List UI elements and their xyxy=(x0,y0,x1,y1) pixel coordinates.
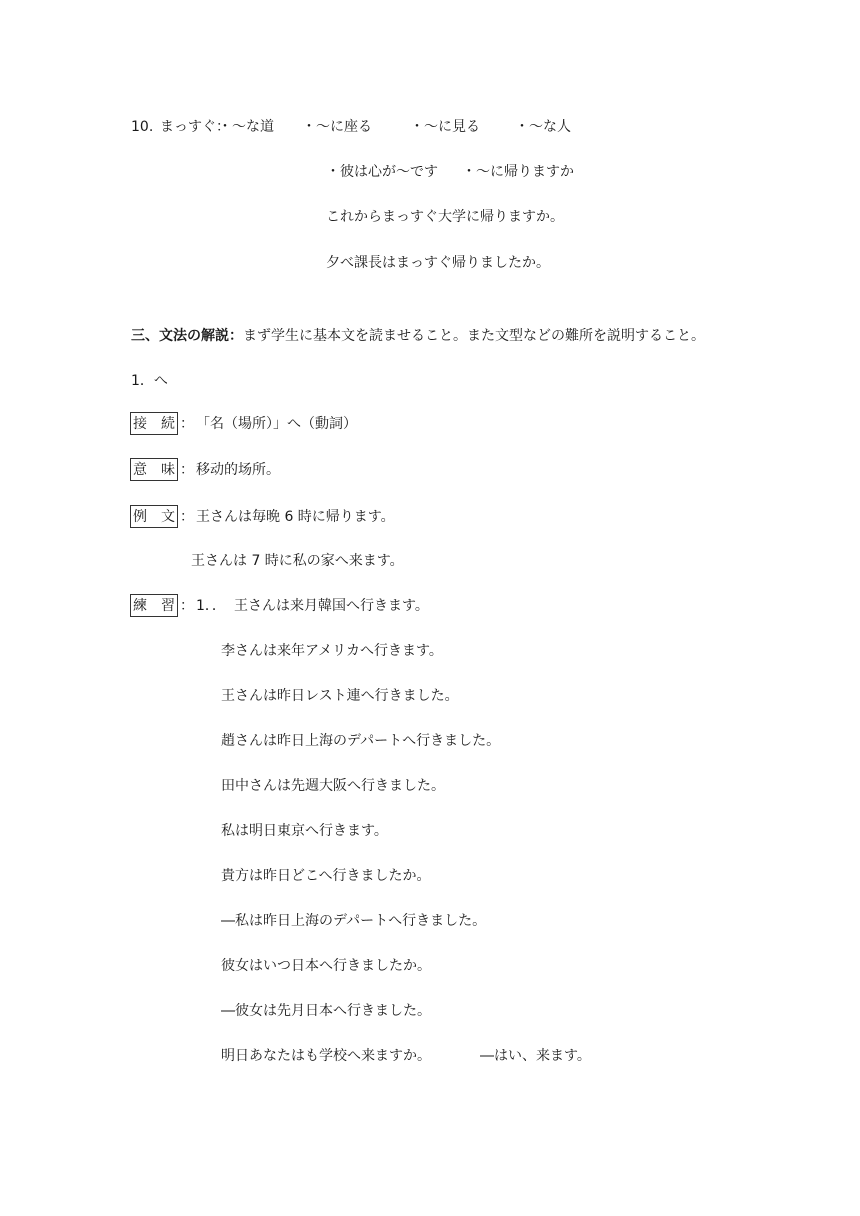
example-sentence: 王さんは 7 時に私の家へ来ます。 xyxy=(191,553,404,569)
practice-sentence: 貴方は昨日どこへ行きましたか。 xyxy=(221,868,431,884)
vocab-usage: ・～に座る xyxy=(302,119,372,135)
practice-sentence: 明日あなたはも学校へ来ますか。 xyxy=(221,1048,431,1064)
vocab-word: まっすぐ： xyxy=(160,119,230,135)
vocab-usage: ・～に見る xyxy=(410,119,480,135)
practice-sentence: ―彼女は先月日本へ行きました。 xyxy=(221,1003,431,1019)
meaning-row: 意 味 ： 移动的场所。 xyxy=(130,458,280,481)
practice-reply: ―はい、来ます。 xyxy=(480,1048,591,1064)
practice-number: 1．． xyxy=(196,598,226,614)
vocab-usage: ・～に帰りますか xyxy=(462,164,574,180)
section-instruction: まず学生に基本文を読ませること。また文型などの難所を説明すること。 xyxy=(243,328,705,344)
practice-sentence: 田中さんは先週大阪へ行きました。 xyxy=(221,778,445,794)
practice-sentence: ―私は昨日上海のデパートへ行きました。 xyxy=(221,913,487,929)
practice-sentence: 王さんは昨日レスト連へ行きました。 xyxy=(221,688,459,704)
meaning-label: 意 味 xyxy=(130,458,178,481)
example-label: 例 文 xyxy=(130,505,178,528)
vocab-number: 10. xyxy=(131,119,154,135)
connection-row: 接 続 ： 「名（場所）」へ（動詞） xyxy=(130,412,357,435)
practice-sentence: 私は明日東京へ行きます。 xyxy=(221,823,388,839)
practice-sentence: 彼女はいつ日本へ行きましたか。 xyxy=(221,958,431,974)
connection-text: 「名（場所）」へ（動詞） xyxy=(196,416,357,432)
section-title: 三、文法の解説： xyxy=(131,328,243,344)
practice-label: 練 習 xyxy=(130,594,178,617)
practice-sentence: 趙さんは昨日上海のデパートへ行きました。 xyxy=(221,733,501,749)
practice-row: 練 習 ： 1．． 王さんは来月韓国へ行きます。 xyxy=(130,594,429,617)
connection-label: 接 続 xyxy=(130,412,178,435)
vocab-example: 夕べ課長はまっすぐ帰りましたか。 xyxy=(326,255,550,271)
practice-sentence: 李さんは来年アメリカへ行きます。 xyxy=(221,643,443,659)
vocab-example: これからまっすぐ大学に帰りますか。 xyxy=(326,209,564,225)
vocab-usage: ・～な人 xyxy=(515,119,571,135)
example-sentence: 王さんは毎晩 6 時に帰ります。 xyxy=(196,509,395,525)
meaning-text: 移动的场所。 xyxy=(196,462,280,478)
vocab-usage: ・～な道 xyxy=(218,119,274,135)
example-row: 例 文 ： 王さんは毎晩 6 時に帰ります。 xyxy=(130,505,395,528)
grammar-title: 1．へ xyxy=(131,373,168,389)
section-heading xyxy=(131,327,705,345)
practice-sentence: 王さんは来月韓国へ行きます。 xyxy=(234,598,429,614)
vocab-usage: ・彼は心が～です xyxy=(326,164,438,180)
